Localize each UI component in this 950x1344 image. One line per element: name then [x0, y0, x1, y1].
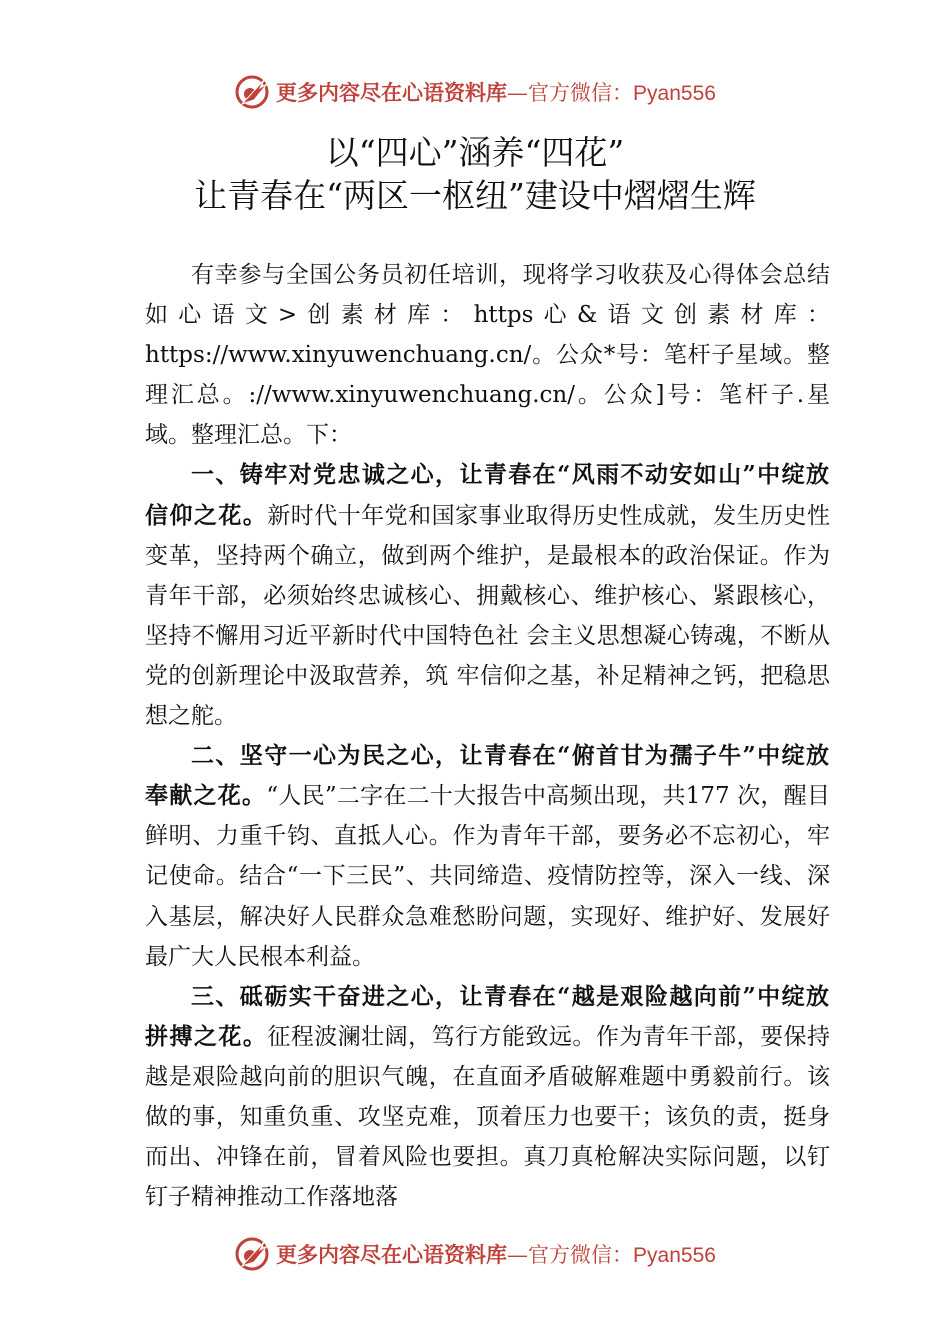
- intro-paragraph: 有幸参与全国公务员初任培训，现将学习收获及心得体会总结如心语文>创素材库：https心&语文创素材库：https://www.xinyuwenchuang.cn/。公众*号：笔杆子星域。整理汇总。://www.xinyuwenchuang.cn/。公众]号：笔杆子.星域。整理汇总。下：: [145, 262, 830, 449]
- watermark-text: 更多内容尽在心语资料库—官方微信：Pyan556: [276, 80, 716, 105]
- section-1-heading: 一、铸牢对党忠诚之心，让青春在“风雨不动安如山”中绽放信仰之花。: [145, 461, 830, 529]
- footer-watermark: [0, 1232, 950, 1276]
- section-3-paragraph: [145, 977, 830, 1218]
- document-title-line2: 让青春在“两区一枢纽”建设中熠熠生辉: [194, 176, 756, 215]
- section-1-paragraph: [145, 455, 830, 736]
- section-1-body: 新时代十年党和国家事业取得历史性成就，发生历史性变革，坚持两个确立，做到两个维护，是最根本的政治保证。作为青年干部，必须始终忠诚核心、拥戴核心、维护核心、紧跟核心，坚持不懈用习近平新时代中国特色社 会主义思想凝心铸魂，不断从党的创新理论中汲取营养，筑 牢信仰之基，补足精神之钙，把稳思想之舵。: [145, 502, 831, 730]
- header-watermark: [0, 70, 950, 114]
- section-3-body: 征程波澜壮阔，笃行方能致远。作为青年干部，要保持越是艰险越向前的胆识气魄，在直面矛盾破解难题中勇毅前行。该做的事，知重负重、攻坚克难，顶着压力也要干；该负的责，挺身而出、冲锋在前，冒着风险也要担。真刀真枪解决实际问题，以钉钉子精神推动工作落地落: [145, 1023, 831, 1211]
- section-2-heading: 二、坚守一心为民之心，让青春在“俯首甘为孺子牛”中绽放奉献之花。: [145, 742, 830, 810]
- quill-logo-icon: [234, 74, 270, 110]
- document-title-line1: 以“四心”涵养“四花”: [325, 133, 625, 172]
- section-2-body: “人民”二字在二十大报告中高频出现，共177 次，醒目鲜明、力重千钧、直抵人心。作为青年干部，要务必不忘初心，牢记使命。结合“一下三民”、共同缔造、疫情防控等，深入一线、深入基层，解决好人民群众急难愁盼问题，实现好、维护好、发展好最广大人民根本利益。: [145, 783, 831, 970]
- section-2-paragraph: [145, 736, 830, 977]
- document-body: [145, 255, 830, 1217]
- watermark-text: 更多内容尽在心语资料库—官方微信：Pyan556: [276, 1242, 716, 1267]
- section-3-heading: 三、砥砺实干奋进之心，让青春在“越是艰险越向前”中绽放拼搏之花。: [145, 982, 830, 1050]
- quill-logo-icon: [234, 1236, 270, 1272]
